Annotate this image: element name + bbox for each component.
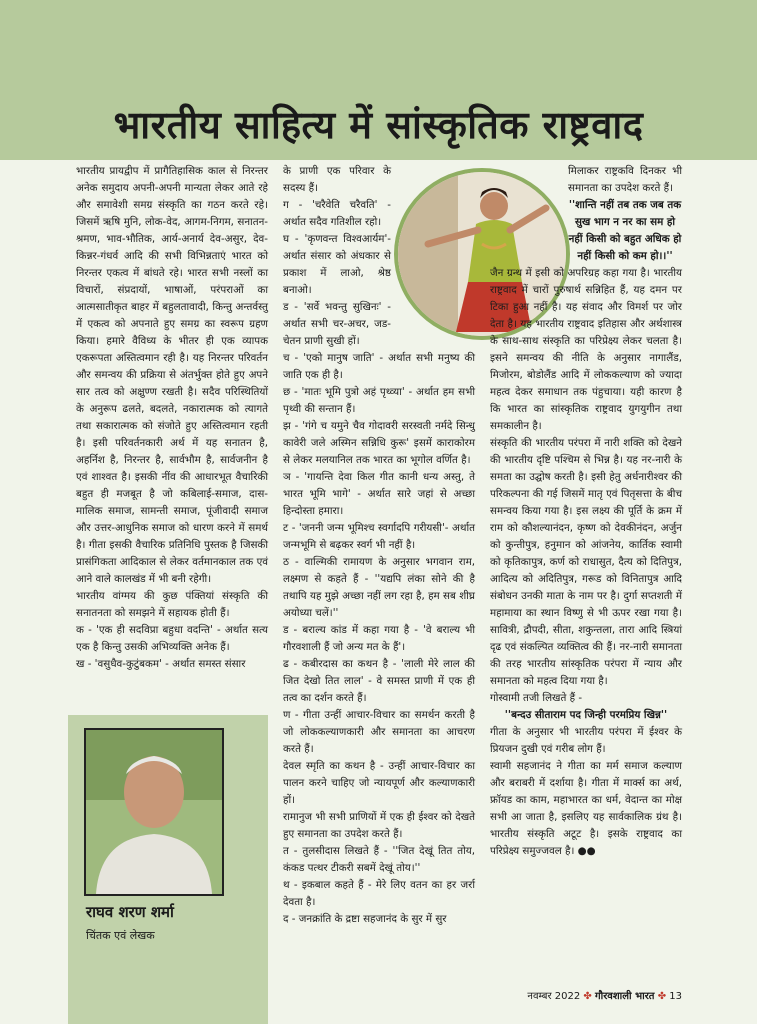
paragraph: ण - गीता उन्हीं आचार-विचार का समर्थन करती है जो लोककल्याणकारी और समानता का आचरण करते हैं। — [283, 709, 475, 755]
paragraph: भारतीय वांग्मय की कुछ पंक्तियां संस्कृति की सनातनता को समझने में सहायक होती हैं। — [76, 590, 268, 619]
paragraph: गीता के अनुसार भी भारतीय परंपरा में ईश्वर के प्रियजन दुखी एवं गरीब लोग हैं। — [490, 726, 682, 755]
paragraph: संस्कृति की भारतीय परंपरा में नारी शक्ति को देखने की भारतीय दृष्टि पश्चिम से भिन्न है। यह नर-नारी के समता का उद्घोष करती है। इसी हेतु अर्धनारीश्वर की परिकल्पना की गई जिसमें मातृ एवं पितृसत्ता के बीच समन्वय किया गया है। इस लक्ष्य की पूर्ति के क्रम में राम को कौशल्यानंदन, कृष्ण को देवकीनंदन, अर्जुन को कुन्तीपुत्र, हनुमान को आंजनेय, कार्तिक स्वामी को कृतिकापुत्र, कर्ण को राधासुत, दैत्य को दितिपुत्र, आदित्य को अदितिपुत्र, गरूड को विनितापुत्र आदि संबोधन उनकी माता के नाम पर है। दुर्गा सप्तशती में महामाया का स्थान विष्णु से भी ऊपर रखा गया है। सावित्री, द्रौपदी, सीता, शकुन्तला, तारा आदि स्त्रियां दृढ एवं संकल्पित व्यक्तित्व की हैं। नर-नारी समानता की तरह भारतीय सांस्कृतिक परंपरा में न्याय और समानता को महत्व दिया गया है। — [490, 437, 682, 687]
paragraph: थ - इकबाल कहते हैं - मेरे लिए वतन का हर जर्रा देवता है। — [283, 879, 475, 908]
magazine-name: गौरवशाली भारत — [594, 991, 655, 1002]
column-3 — [490, 163, 682, 860]
paragraph: ञ - 'गायन्ति देवा किल गीत कानी धन्य अस्तु, ते भारत भूमि भागे' - अर्थात सारे जहां से अच्छा हिन्दोस्ता हमारा। — [283, 471, 475, 517]
paragraph: भारतीय प्रायद्वीप में प्रागैतिहासिक काल से निरन्तर अनेक समुदाय अपनी-अपनी मान्यता लेकर आते रहे और समावेशी समग्र संस्कृति का गठन करते रहे। जिसमें ऋषि मुनि, लोक-वेद, आगम-निगम, सनातन-श्रमण, भाव-भौतिक, आर्य-अनार्य देव-असुर, देव-किन्नर-गंधर्व आदि की सभी विभिन्नताएं भारत को निरन्तर एकत्व में बांधते रहे। भारत सभी नस्लों का विचारों, संप्रदायों, भाषाओं, परंपराओं का आत्मसातीकृत बाहर में बहुलतावादी, किन्तु अन्तर्वस्तु में एकत्व को अपनाते हुए समग्र का स्वरूप ग्रहण किया। हमारे वैविध्य के भीतर ही एक व्यापक एकरूपता अस्तित्वमान रही है। यह निरन्तर परिवर्तन और समन्वय की प्रक्रिया से अंतर्भुक्त होते हुए अपने सार तत्व को अक्षुण्ण रखती है। सदैव परिस्थितियों के अनुरूप ढलते, बदलते, नकारात्मक को त्यागते तथा सकारात्मक को संजोते हुए अस्तित्वमान रहती है। इसी परिवर्तनकारी अर्थ में यह सनातन है, अहर्निश है, निरन्तर है, सार्वभौम है, सार्वजनीन है एवं शाश्वत है। इसकी नींव की आधारभूत वैचारिकी बहुत ही मजबूत है जो कबिलाई-समाज, दास-मालिक समाज, सामन्ती समाज, पूंजीवादी समाज और उत्तर-आधुनिक समाज को धारण करने में समर्थ है। गीता इसकी वैचारिक प्रतिनिधि पुस्तक है जिसकी प्रासंगिकता आदिकाल से लेकर वर्तमानकाल तक एवं आने वाले कालखंड में भी बनी रहेगी। — [76, 165, 268, 585]
paragraph: च - 'एको मानुष जाति' - अर्थात सभी मनुष्य की जाति एक ही है। — [283, 352, 475, 381]
verse-quote: ''बन्दउ सीताराम पद जिन्ही परमप्रिय खिन्न'' — [504, 709, 668, 721]
flower-icon: ✤ — [583, 991, 592, 1002]
paragraph: क - 'एक ही सदविप्रा बहुधा वदन्ति' - अर्थात सत्य एक है किन्तु उसकी अभिव्यक्ति अनेक हैं। — [76, 624, 268, 653]
flower-icon: ✤ — [657, 991, 667, 1002]
paragraph: के प्राणी एक परिवार के सदस्य हैं। — [283, 165, 391, 194]
paragraph: झ - 'गंगे च यमुने चैव गोदावरी सरस्वती नर्मदे सिन्धु कावेरी जले अस्मिन सन्निधि कुरू' इसमें काराकोरम से लेकर मलयानिल तक भारत का भूगोल वर्णित है। — [283, 420, 475, 466]
author-photo — [84, 728, 224, 896]
paragraph: स्वामी सहजानंद ने गीता का मर्म समाज कल्याण और बराबरी में दर्शाया है। गीता में मार्क्स का अर्थ, फ्रॉयड का काम, महाभारत का धर्म, वेदान्त का मोक्ष सभी आ जाता है, इसलिए यह सार्वकालिक ग्रंथ है। भारतीय संस्कृति अटूट है। इसके राष्ट्रवाद का परिप्रेक्ष्य समुज्जवल है। ●● — [490, 760, 682, 857]
paragraph: गोस्वामी तजी लिखते हैं - — [490, 692, 583, 704]
author-role: चिंतक एवं लेखक — [86, 929, 155, 942]
author-name: राघव शरण शर्मा — [86, 903, 174, 921]
paragraph: द - जनक्रांति के द्रष्टा सहजानंद के सुर में सुर — [283, 913, 447, 925]
paragraph: ड - 'सर्वे भवन्तु सुखिनः' - अर्थात सभी चर-अचर, जड-चेतन प्राणी सुखी हों। — [283, 301, 391, 347]
paragraph: ग - 'चरैवेति चरैवति' - अर्थात सदैव गतिशील रहो। — [283, 199, 391, 228]
paragraph: छ - 'मातः भूमि पुत्रो अहं पृथ्व्या' - अर्थात हम सभी पृथ्वी की सन्तान हैं। — [283, 386, 475, 415]
issue-date: नवम्बर 2022 — [527, 991, 581, 1002]
paragraph: घ - 'कृणवन्त विश्वआर्यम'- अर्थात संसार को अंधकार से प्रकाश में लाओ, श्रेष्ठ बनाओ। — [283, 233, 391, 296]
paragraph: जैन ग्रन्थ में इसी को अपरिग्रह कहा गया है। भारतीय राष्ट्रवाद में चारों पुरुषार्थ सन्निहित हैं, यह दमन पर टिका हुआ नहीं है। यह संवाद और विमर्श पर जोर देता है। यह भारतीय राष्ट्रवाद इतिहास और अर्थशास्त्र के साथ-साथ संस्कृति का परिप्रेक्ष्य लेकर चलता है। इसने समन्वय की नीति के अनुसार नागालैंड, मिजोरम, बोडोलैंड आदि में लोककल्याण को ज्यादा महत्व देकर समाधान तक पंहुचाया। यही कारण है कि भारत का सांस्कृतिक राष्ट्रवाद युगयुगीन तथा समकालीन है। — [490, 267, 682, 432]
column-1 — [76, 163, 268, 673]
paragraph: त - तुलसीदास लिखते हैं - ''जित देखूं तित तोय, कंकड पत्थर टीकरी सबमें देखूं तोय।'' — [283, 845, 475, 874]
paragraph: ख - 'वसुधैव-कुटुंबकम' - अर्थात समस्त संसार — [76, 658, 246, 670]
page-footer — [490, 988, 682, 1002]
paragraph: रामानुज भी सभी प्राणियों में एक ही ईश्वर को देखते हुए समानता का उपदेश करते हैं। — [283, 811, 475, 840]
paragraph: ठ - वाल्मिकी रामायण के अनुसार भगवान राम, लक्ष्मण से कहते हैं - ''यद्यपि लंका सोने की है तथापि यह मुझे अच्छा नहीं लग रहा है, हम सब शीघ्र अयोध्या चलें।'' — [283, 556, 475, 619]
paragraph: मिलाकर राष्ट्रकवि दिनकर भी समानता का उपदेश करते हैं। — [568, 165, 682, 194]
paragraph: ढ - कबीरदास का कथन है - 'लाली मेरे लाल की जित देखो तित लाल' - वे समस्त प्राणी में एक ही तत्व का दर्शन करते हैं। — [283, 658, 475, 704]
paragraph: ट - 'जननी जन्म भूमिश्च स्वर्गादपि गरीयसी'- अर्थात जन्मभूमि से बढ़कर स्वर्ग भी नहीं है। — [283, 522, 475, 551]
pull-quote: ''शान्ति नहीं तब तक जब तक सुख भाग न नर का सम हो नहीं किसी को बहुत अधिक हो नहीं किसी को कम हो।।'' — [568, 199, 682, 262]
article-title: भारतीय साहित्य में सांस्कृतिक राष्ट्रवाद — [113, 103, 644, 147]
paragraph: ड - बराल्य कांड में कहा गया है - 'वे बराल्य भी गौरवशाली हैं जो अन्य मत के हैं'। — [283, 624, 475, 653]
page-number: 13 — [669, 991, 682, 1002]
paragraph: देवल स्मृति का कथन है - उन्हीं आचार-विचार का पालन करने चाहिए जो न्यायपूर्ण और कल्याणकारी हों। — [283, 760, 475, 806]
